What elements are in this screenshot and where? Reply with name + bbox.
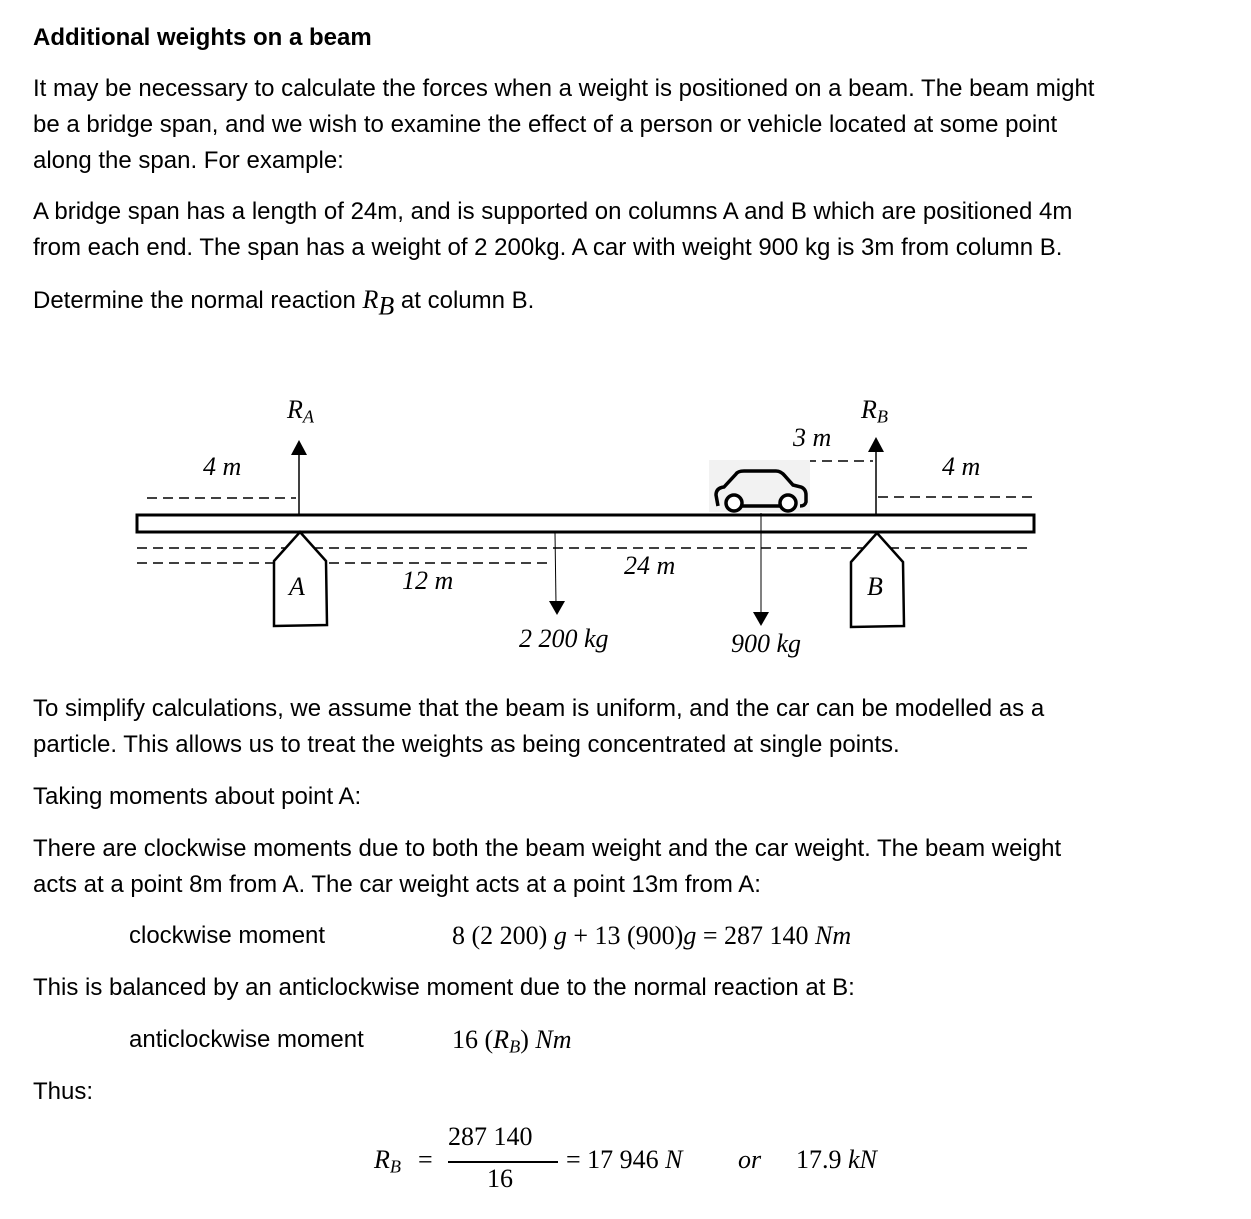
left-overhang-label: 4 m [203, 452, 242, 481]
problem-line-1: A bridge span has a length of 24m, and is supported on columns A and B which are positioned 4m [33, 198, 1073, 225]
anticlockwise-equation: 16 $(R_B)$ Nm [452, 1025, 572, 1057]
clockwise-label: clockwise moment [129, 922, 326, 949]
question-prefix: Determine the normal reaction [33, 287, 363, 314]
car-weight-label: 900 kg [731, 629, 802, 658]
page-title: Additional weights on a beam [33, 24, 372, 51]
result-alt-value: 17.9 kN [796, 1145, 877, 1174]
intro-line-3: along the span. For example: [33, 147, 344, 174]
right-overhang-label: 4 m [942, 452, 981, 481]
fraction-bar [448, 1161, 558, 1163]
reaction-b-arrowhead [868, 437, 884, 452]
car-to-b-label: 3 m [793, 423, 832, 452]
car-weight-arrowhead [753, 612, 769, 626]
column-b-label: B [867, 572, 883, 601]
result-denominator: 16 [487, 1164, 513, 1193]
clockwise-equation: 8 (2 200) g + 13 (900)g = 287 140 Nm [452, 921, 852, 950]
intro-line-1: It may be necessary to calculate the forces when a weight is positioned on a beam. The beam might [33, 75, 1095, 102]
balance-text: This is balanced by an anticlockwise moment due to the normal reaction at B: [33, 974, 855, 1001]
beam-weight-arrowhead [549, 601, 565, 615]
question-symbol: R [362, 285, 379, 314]
half-length-label: 12 m [402, 566, 454, 595]
column-a-label: A [289, 572, 305, 601]
question-subscript: B [378, 291, 395, 321]
span-length-label: 24 m [624, 551, 676, 580]
problem-line-2: from each end. The span has a weight of 2 200kg. A car with weight 900 kg is 3m from column B. [33, 234, 1063, 261]
assumption-line-1: To simplify calculations, we assume that the beam is uniform, and the car can be modelled as a [33, 695, 1045, 722]
result-equals: = [418, 1145, 433, 1174]
result-value: = 17 946 N [566, 1145, 683, 1174]
clockwise-explanation-2: acts at a point 8m from A. The car weight acts at a point 13m from A: [33, 871, 761, 898]
result-numerator: 287 140 [448, 1122, 533, 1151]
result-symbol: $R_B$ [374, 1145, 402, 1177]
intro-line-2: be a bridge span, and we wish to examine the effect of a person or vehicle located at some point [33, 111, 1058, 138]
moments-heading: Taking moments about point A: [33, 783, 362, 810]
clockwise-explanation-1: There are clockwise moments due to both the beam weight and the car weight. The beam weight [33, 835, 1062, 862]
result-or: or [738, 1145, 762, 1174]
reaction-a-arrowhead [291, 440, 307, 455]
anticlockwise-label: anticlockwise moment [129, 1026, 364, 1053]
reaction-a-label: $R_A$ [287, 395, 315, 427]
reaction-b-label: $R_B$ [861, 395, 889, 427]
beam [137, 515, 1034, 532]
beam-weight-label: 2 200 kg [519, 624, 609, 653]
beam-weight-arrow [555, 533, 556, 604]
assumption-line-2: particle. This allows us to treat the weights as being concentrated at single points. [33, 731, 900, 758]
thus-label: Thus: [33, 1078, 94, 1105]
question-suffix: at column B. [394, 287, 535, 314]
